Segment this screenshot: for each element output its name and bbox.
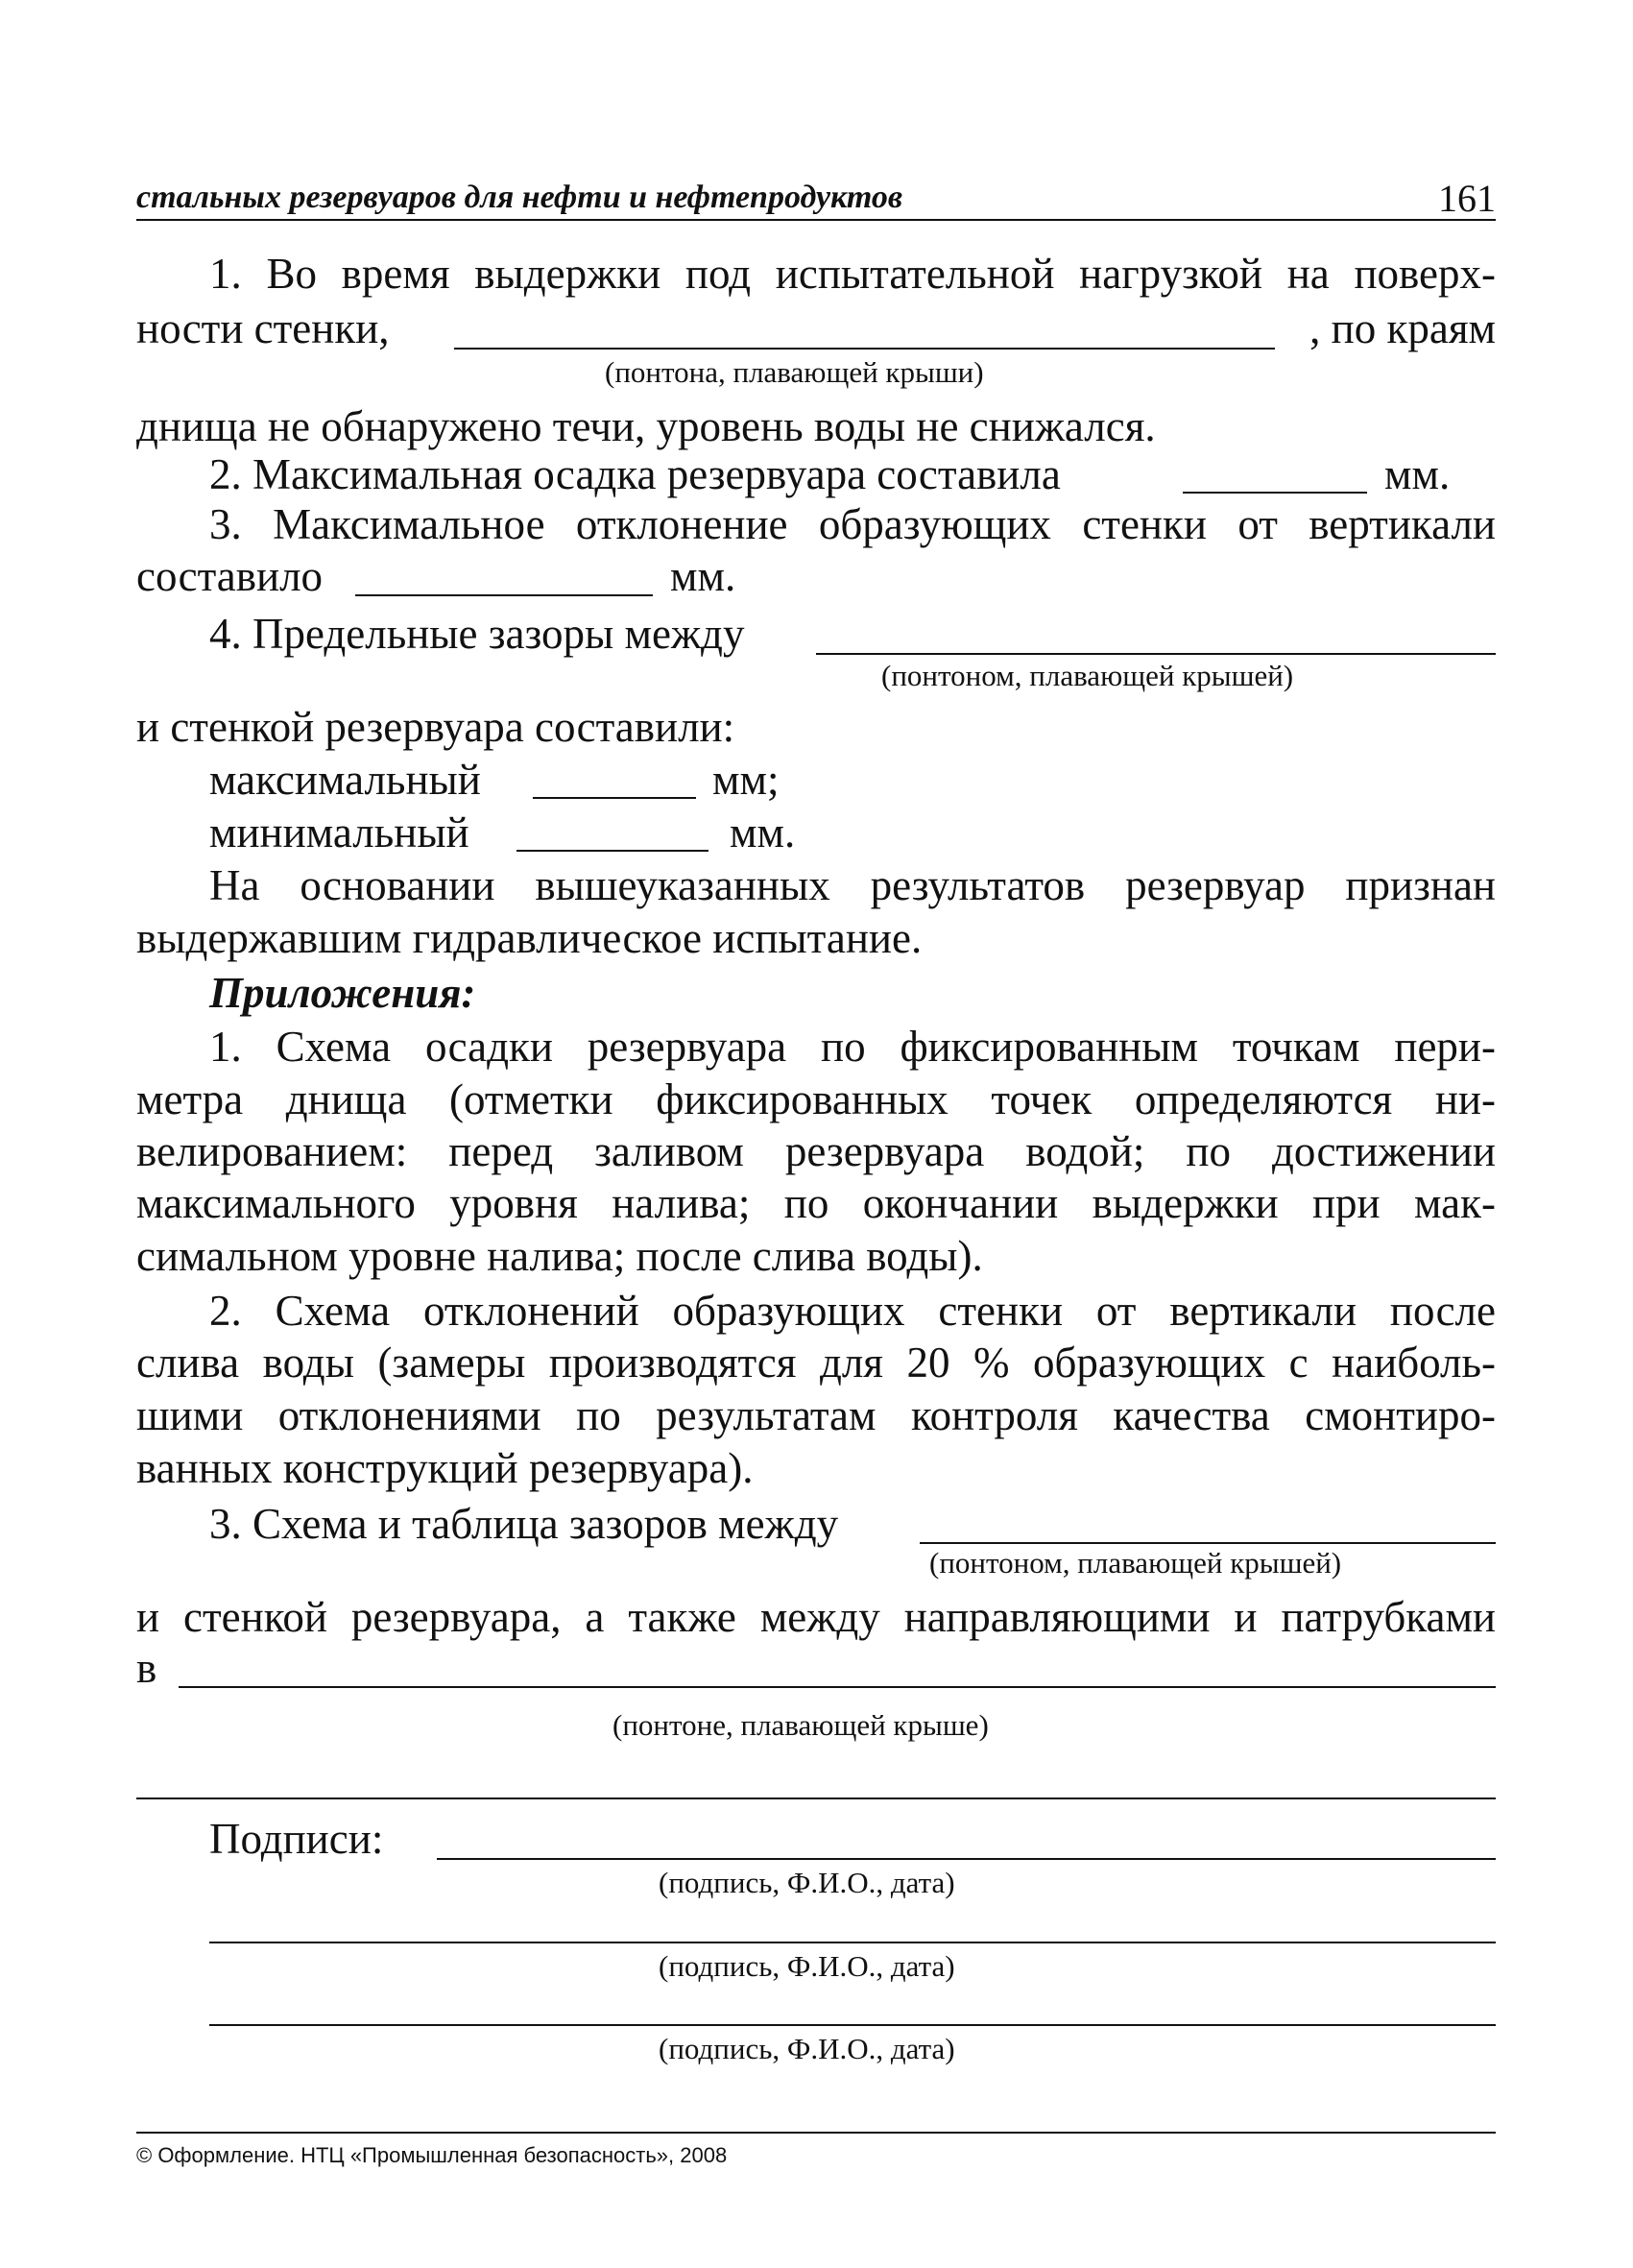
item1-line3: днища не обнаружено течи, уровень воды не снижался. bbox=[136, 402, 1156, 450]
signatures-label: Подписи: bbox=[209, 1815, 384, 1863]
appendix2-line4: ванных конструкций резервуара). bbox=[136, 1444, 754, 1492]
appendix3-blank2 bbox=[179, 1686, 1496, 1688]
footer-rule bbox=[136, 2132, 1496, 2134]
max-label: максимальный bbox=[209, 756, 481, 804]
signature-note-3: (подпись, Ф.И.О., дата) bbox=[659, 2032, 955, 2065]
appendix1-line2: метра днища (отметки фиксированных точек определяются ни- bbox=[136, 1075, 1496, 1123]
appendix1-line5: симальном уровне налива; после слива воды). bbox=[136, 1232, 983, 1280]
item4-blank bbox=[816, 653, 1496, 655]
item1-blank bbox=[454, 348, 1275, 350]
item2-unit: мм. bbox=[1384, 450, 1451, 498]
max-blank bbox=[533, 797, 696, 799]
appendix2-line1: 2. Схема отклонений образующих стенки от вертикали после bbox=[209, 1287, 1496, 1335]
min-label: минимальный bbox=[209, 808, 469, 857]
appendix1-line1: 1. Схема осадки резервуара по фиксированным точкам пери- bbox=[209, 1023, 1496, 1071]
item4-line2: и стенкой резервуара составили: bbox=[136, 703, 735, 751]
conclusion-line1: На основании вышеуказанных результатов резервуар признан bbox=[209, 861, 1496, 909]
appendix1-line3: велированием: перед заливом резервуара водой; по достижении bbox=[136, 1127, 1496, 1175]
item4-note: (понтоном, плавающей крышей) bbox=[881, 659, 1294, 692]
item2-blank bbox=[1183, 492, 1367, 494]
conclusion-line2: выдержавшим гидравлическое испытание. bbox=[136, 914, 923, 962]
appendix2-line3: шими отклонениями по результатам контроля качества смонтиро- bbox=[136, 1391, 1496, 1439]
min-blank bbox=[516, 850, 708, 852]
appendix1-line4: максимального уровня налива; по окончании выдержки при мак- bbox=[136, 1179, 1496, 1227]
signature-line-1 bbox=[437, 1858, 1496, 1860]
appendix3-text: 3. Схема и таблица зазоров между bbox=[209, 1500, 839, 1548]
signature-note-1: (подпись, Ф.И.О., дата) bbox=[659, 1866, 955, 1899]
signature-note-2: (подпись, Ф.И.О., дата) bbox=[659, 1949, 955, 1983]
appendix-blank-line bbox=[136, 1798, 1496, 1799]
item3-line1: 3. Максимальное отклонение образующих стенки от вертикали bbox=[209, 500, 1496, 548]
appendix3-blank bbox=[920, 1542, 1496, 1544]
appendix2-line2: слива воды (замеры производятся для 20 % образующих с наиболь- bbox=[136, 1339, 1496, 1387]
item1-line1: 1. Во время выдержки под испытательной нагрузкой на поверх- bbox=[209, 250, 1496, 298]
item2-text: 2. Максимальная осадка резервуара составила bbox=[209, 450, 1061, 498]
running-title: стальных резервуаров для нефти и нефтепродуктов bbox=[136, 180, 903, 215]
page-number: 161 bbox=[1438, 177, 1496, 220]
item3-left: составило bbox=[136, 552, 324, 600]
item4-text: 4. Предельные зазоры между bbox=[209, 610, 745, 658]
min-unit: мм. bbox=[730, 808, 796, 857]
appendix3-note2: (понтоне, плавающей крыше) bbox=[612, 1708, 989, 1742]
signature-line-3 bbox=[209, 2024, 1496, 2026]
item1-line2-right: , по краям bbox=[1309, 304, 1496, 352]
appendix3-prefix: в bbox=[136, 1644, 157, 1692]
appendix3-note: (понтоном, плавающей крышей) bbox=[929, 1546, 1342, 1580]
item3-unit: мм. bbox=[670, 552, 736, 600]
header-rule bbox=[136, 219, 1496, 221]
appendices-heading: Приложения: bbox=[209, 969, 476, 1017]
footer-copyright: © Оформление. НТЦ «Промышленная безопасность», 2008 bbox=[136, 2143, 728, 2167]
item3-blank bbox=[355, 594, 653, 596]
item1-line2-left: ности стенки, bbox=[136, 304, 390, 352]
max-unit: мм; bbox=[712, 756, 780, 804]
appendix3-line2: и стенкой резервуара, а также между направляющими и патрубками bbox=[136, 1593, 1496, 1641]
item1-note: (понтона, плавающей крыши) bbox=[605, 355, 984, 389]
signature-line-2 bbox=[209, 1942, 1496, 1943]
